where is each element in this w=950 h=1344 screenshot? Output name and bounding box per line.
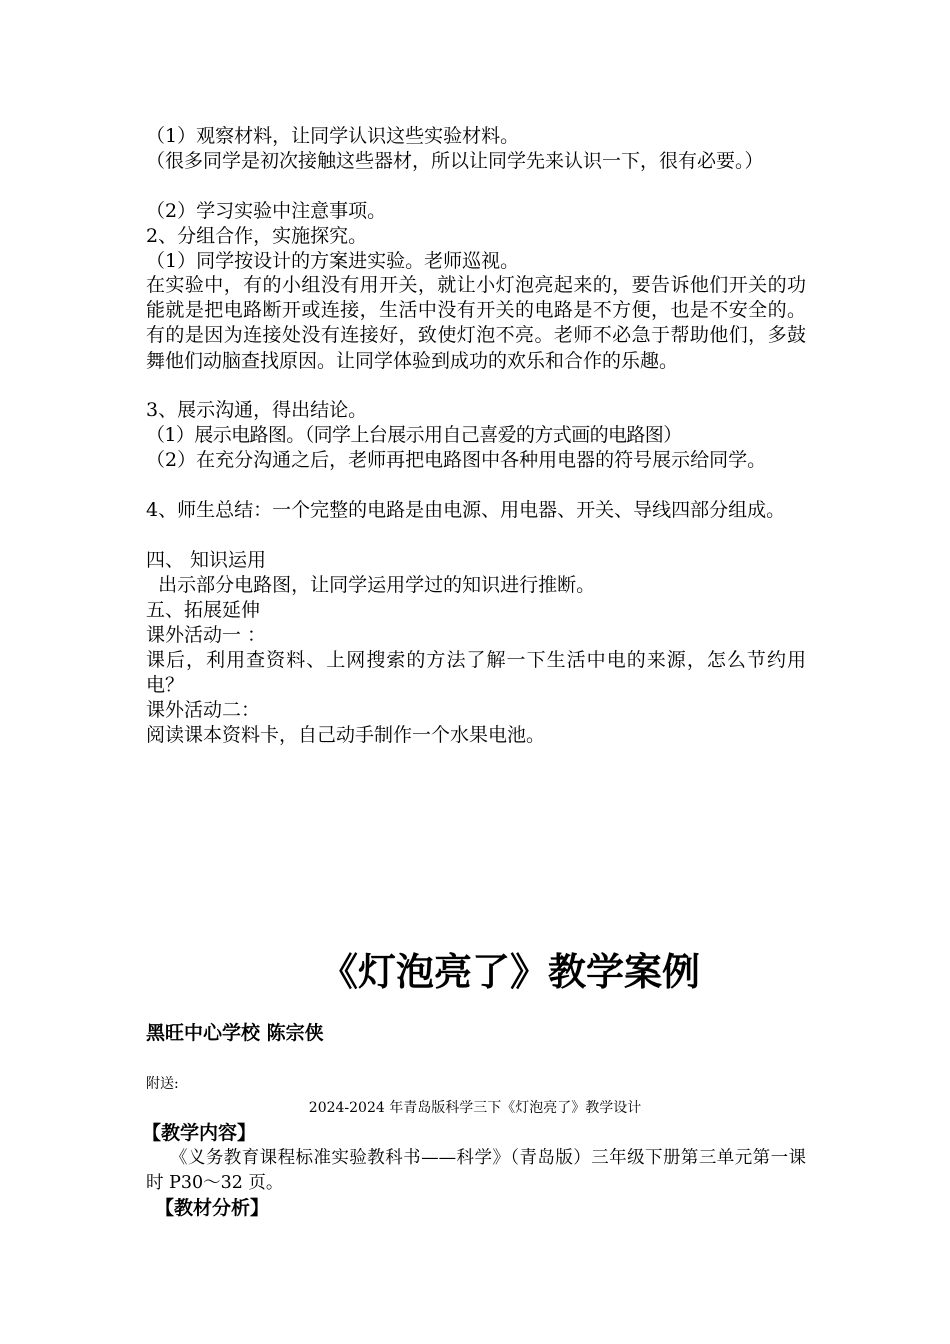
paragraph-materials-note: （很多同学是初次接触这些器材，所以让同学先来认识一下，很有必要。） xyxy=(146,150,764,172)
paragraph-experiment: （1）同学按设计的方案进实验。老师巡视。 xyxy=(146,250,520,272)
paragraph-show-circuit: （1）展示电路图。（同学上台展示用自己喜爱的方式画的电路图） xyxy=(146,424,682,446)
paragraph-activity-two: 阅读课本资料卡，自己动手制作一个水果电池。 xyxy=(146,724,546,746)
paragraph-symbols: （2）在充分沟通之后，老师再把电路图中各种用电器的符号展示给同学。 xyxy=(146,449,767,471)
paragraph-activity-one: 课后，利用查资料、上网搜索的方法了解一下生活中电的来源，怎么节约用电？ xyxy=(146,649,806,697)
paragraph-group-work: 2、分组合作，实施探究。 xyxy=(146,225,368,247)
paragraph-knowledge-use: 出示部分电路图，让同学运用学过的知识进行推断。 xyxy=(146,574,596,596)
paragraph-show-communicate: 3、展示沟通，得出结论。 xyxy=(146,399,368,421)
paragraph-teaching-content: 《义务教育课程标准实验教科书——科学》（青岛版）三年级下册第三单元第一课时 P30～32 页。 xyxy=(146,1148,806,1193)
heading-activity-two: 课外活动二： xyxy=(146,699,261,721)
heading-knowledge-use: 四、 知识运用 xyxy=(146,549,267,571)
paragraph-safety-notes: （2）学习实验中注意事项。 xyxy=(146,200,387,222)
paragraph-experiment-detail: 在实验中，有的小组没有用开关，就让小灯泡亮起来的，要告诉他们开关的功能就是把电路断开或连接，生活中没有开关的电路是不方便，也是不安全的。有的是因为连接处没有连接好，致使灯泡不亮。老师不必急于帮助他们，多鼓舞他们动脑查找原因。让同学体验到成功的欢乐和合作的乐趣。 xyxy=(146,274,806,372)
case-title: 《灯泡亮了》教学案例 xyxy=(319,950,700,994)
heading-activity-one: 课外活动一 ： xyxy=(146,624,267,646)
heading-material-analysis: 【教材分析】 xyxy=(155,1197,270,1219)
paragraph-observe-materials: （1）观察材料，让同学认识这些实验材料。 xyxy=(146,125,520,147)
heading-teaching-content: 【教学内容】 xyxy=(142,1122,257,1144)
appendix-label: 附送: xyxy=(146,1076,179,1092)
appendix-doc-title: 2024-2024 年青岛版科学三下《灯泡亮了》教学设计 xyxy=(308,1100,642,1116)
paragraph-summary: 4、师生总结：一个完整的电路是由电源、用电器、开关、导线四部分组成。 xyxy=(146,499,786,521)
heading-extension: 五、拓展延伸 xyxy=(146,599,261,621)
author-line: 黑旺中心学校 陈宗侠 xyxy=(146,1022,324,1044)
